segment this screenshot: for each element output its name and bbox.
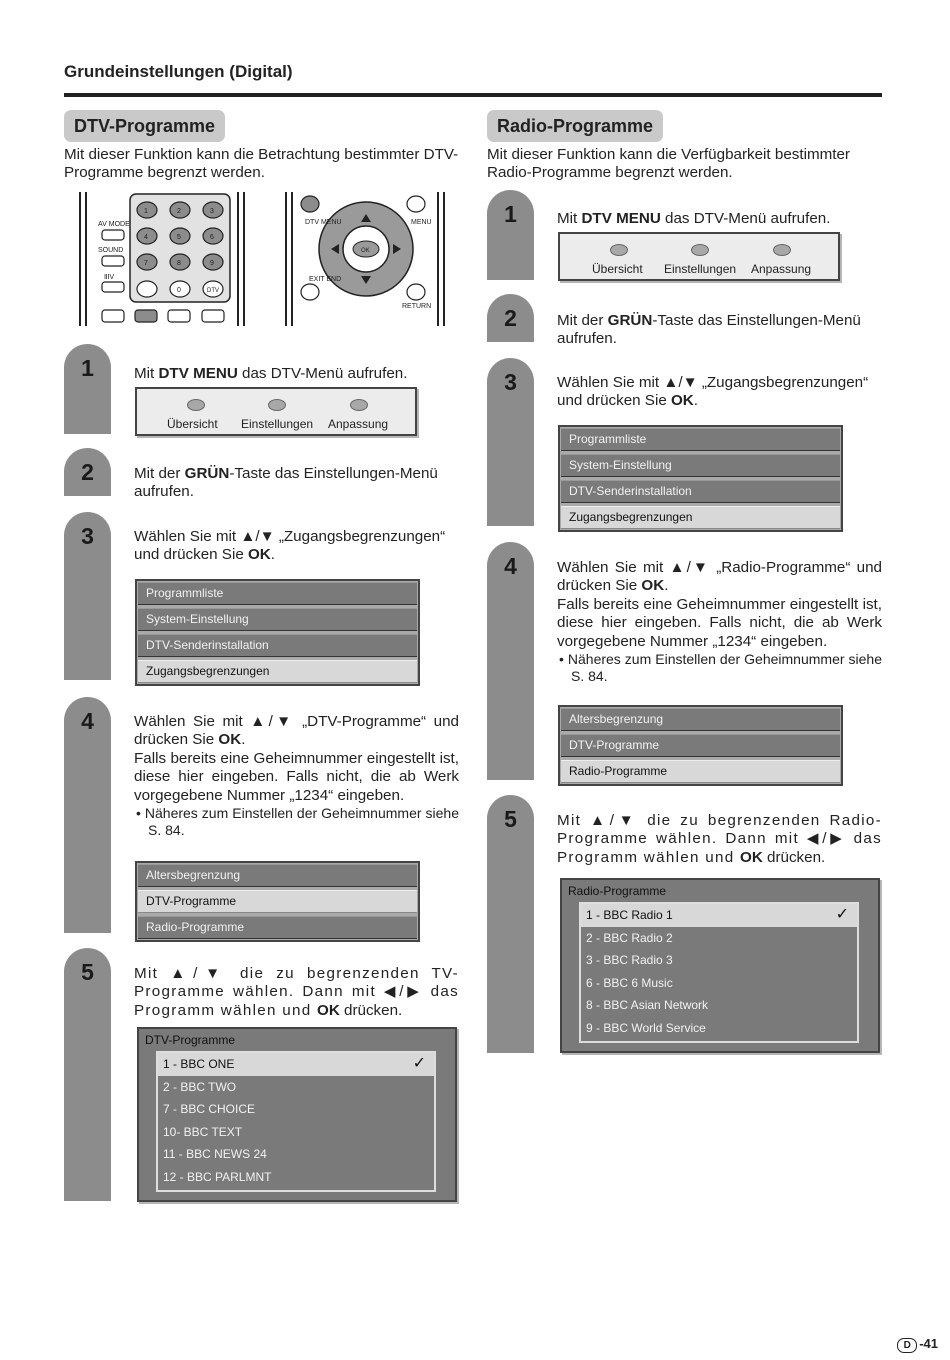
checkmark-icon: ✓	[412, 1055, 426, 1072]
menu-item[interactable]: System-Einstellung	[561, 454, 840, 477]
program-list	[579, 902, 859, 1043]
page-footer: D -41	[897, 1336, 938, 1353]
section-label-radio: Radio-Programme	[487, 110, 663, 142]
step-text: Mit DTV MENU das DTV-Menü aufrufen.	[557, 210, 831, 227]
svg-text:9: 9	[210, 260, 214, 267]
dtv-menu-tabbar	[135, 387, 417, 436]
svg-text:3: 3	[210, 208, 214, 215]
list-item[interactable]: 8 - BBC Asian Network	[586, 998, 709, 1012]
list-item[interactable]: 2 - BBC TWO	[163, 1079, 237, 1094]
page-title: Grundeinstellungen (Digital)	[64, 62, 293, 81]
list-title: DTV-Programme	[145, 1033, 236, 1047]
step-text: Wählen Sie mit ▲/▼ „Zugangsbegrenzungen“ und drücken Sie OK.	[557, 374, 869, 410]
tab-label: Einstellungen	[241, 417, 314, 431]
menu-item[interactable]: Altersbegrenzung	[561, 708, 840, 731]
step-bullet: • Näheres zum Einstellen der Geheimnummer siehe S. 84.	[136, 805, 459, 839]
step-marker: 5	[64, 948, 111, 1201]
step-note: Falls bereits eine Geheimnummer eingestellt ist, diese hier eingeben. Falls nicht, die ab Werk vorgegebene Nummer „1234“ eingeben.	[134, 749, 459, 804]
program-list-panel	[560, 878, 880, 1053]
svg-text:DTV: DTV	[207, 288, 219, 294]
list-item-selected[interactable]: 1 - BBC Radio 1 ✓	[581, 904, 857, 927]
svg-text:SOUND: SOUND	[98, 247, 124, 254]
menu-item-selected[interactable]: Zugangsbegrenzungen	[138, 660, 417, 683]
step-marker: 1	[64, 344, 111, 434]
list-item-selected[interactable]: 1 - BBC ONE ✓	[158, 1053, 434, 1076]
svg-text:8: 8	[177, 260, 181, 267]
step-text: Wählen Sie mit ▲/▼ „Zugangsbegrenzungen“ und drücken Sie OK.	[134, 528, 446, 564]
list-item[interactable]: 3 - BBC Radio 3	[586, 953, 673, 967]
intro-radio: Mit dieser Funktion kann die Verfügbarkeit bestimmter Radio-Programme begrenzt werden.	[487, 146, 850, 181]
menu-item[interactable]: Radio-Programme	[138, 916, 417, 939]
tab-indicator-icon	[610, 244, 628, 256]
svg-text:0: 0	[177, 287, 181, 294]
tab-label: Übersicht	[592, 262, 643, 276]
step-text: Mit ▲/▼ die zu begrenzenden Radio-Programme wählen. Dann mit ◀/▶ das Programm wählen und OK drücken.	[557, 812, 882, 866]
program-list	[156, 1051, 436, 1192]
settings-menu	[135, 579, 420, 686]
tab-label: Einstellungen	[664, 262, 737, 276]
step-marker: 5	[487, 795, 534, 1053]
menu-item[interactable]: DTV-Programme	[561, 734, 840, 757]
menu-item[interactable]: DTV-Senderinstallation	[561, 480, 840, 503]
step-marker: 3	[64, 512, 111, 680]
step-marker: 3	[487, 358, 534, 526]
svg-text:4: 4	[144, 234, 148, 241]
svg-text:ⅡⅠV: ⅡⅠV	[104, 274, 115, 281]
tab-label: Übersicht	[167, 417, 218, 431]
step-marker: 2	[64, 448, 111, 496]
step-marker: 4	[487, 542, 534, 780]
list-item[interactable]: 11 - BBC NEWS 24	[163, 1147, 267, 1161]
menu-item[interactable]: System-Einstellung	[138, 608, 417, 631]
list-item[interactable]: 6 - BBC 6 Music	[586, 975, 673, 990]
menu-item[interactable]: Altersbegrenzung	[138, 864, 417, 887]
dtv-menu-tabbar	[558, 232, 840, 281]
svg-text:EXIT END: EXIT END	[309, 276, 342, 283]
tab-indicator-icon	[268, 399, 286, 411]
step-marker: 4	[64, 697, 111, 933]
step-marker: 2	[487, 294, 534, 342]
svg-text:MENU: MENU	[411, 219, 432, 226]
list-item[interactable]: 9 - BBC World Service	[586, 1020, 706, 1035]
menu-item-selected[interactable]: Radio-Programme	[561, 760, 840, 783]
tab-indicator-icon	[187, 399, 205, 411]
intro-dtv: Mit dieser Funktion kann die Betrachtung bestimmter DTV-Programme begrenzt werden.	[64, 146, 459, 181]
program-list-panel	[137, 1027, 457, 1202]
svg-text:DTV MENU: DTV MENU	[305, 219, 342, 226]
page-number: 41	[923, 1336, 938, 1351]
language-badge: D	[897, 1338, 917, 1353]
menu-item[interactable]: Programmliste	[561, 428, 840, 451]
menu-item[interactable]: DTV-Senderinstallation	[138, 634, 417, 657]
tab-label: Anpassung	[751, 262, 812, 276]
step-text: Mit der GRÜN-Taste das Einstellungen-Menü aufrufen.	[557, 312, 861, 348]
menu-item[interactable]: Programmliste	[138, 582, 417, 605]
remote-control-illustration	[74, 188, 454, 330]
step-text: Mit ▲/▼ die zu begrenzenden TV-Programme wählen. Dann mit ◀/▶ das Programm wählen und OK drücken.	[134, 965, 459, 1019]
svg-text:7: 7	[144, 260, 148, 267]
tab-indicator-icon	[691, 244, 709, 256]
svg-text:OK: OK	[361, 248, 370, 254]
title-rule	[64, 93, 882, 97]
section-label-dtv: DTV-Programme	[64, 110, 225, 142]
access-menu	[135, 861, 420, 942]
step-bullet: • Näheres zum Einstellen der Geheimnummer siehe S. 84.	[559, 651, 882, 685]
checkmark-icon: ✓	[835, 906, 849, 923]
menu-item-selected[interactable]: DTV-Programme	[138, 890, 417, 913]
step-text: Mit der GRÜN-Taste das Einstellungen-Menü aufrufen.	[134, 465, 438, 501]
settings-menu	[558, 425, 843, 532]
svg-text:RETURN: RETURN	[402, 303, 432, 310]
menu-item-selected[interactable]: Zugangsbegrenzungen	[561, 506, 840, 529]
step-note: Falls bereits eine Geheimnummer eingestellt ist, diese hier eingeben. Falls nicht, die ab Werk vorgegebene Nummer „1234“ eingeben.	[557, 595, 882, 650]
tab-label: Anpassung	[328, 417, 389, 431]
list-item[interactable]: 12 - BBC PARLMNT	[163, 1169, 272, 1184]
tab-indicator-icon	[773, 244, 791, 256]
svg-text:6: 6	[210, 234, 214, 241]
svg-text:1: 1	[144, 208, 148, 215]
step-text: Wählen Sie mit ▲/▼ „Radio-Programme“ und drücken Sie OK. Falls bereits eine Geheimnummer eingestellt ist, diese hier eingeben. Falls nicht, die ab Werk vorgegebene Nummer „1234“ eingeben. • Näheres zum Einstellen der Geheimnummer siehe S. 84.	[557, 559, 882, 685]
svg-text:2: 2	[177, 208, 181, 215]
list-item[interactable]: 7 - BBC CHOICE	[163, 1102, 256, 1116]
list-item[interactable]: 10- BBC TEXT	[163, 1124, 243, 1139]
list-item[interactable]: 2 - BBC Radio 2	[586, 930, 673, 945]
list-title: Radio-Programme	[568, 884, 667, 898]
tab-indicator-icon	[350, 399, 368, 411]
access-menu	[558, 705, 843, 786]
svg-text:AV MODE: AV MODE	[98, 221, 130, 228]
step-marker: 1	[487, 190, 534, 280]
svg-text:5: 5	[177, 234, 181, 241]
step-text: Mit DTV MENU das DTV-Menü aufrufen.	[134, 365, 408, 382]
step-text: Wählen Sie mit ▲/▼ „DTV-Programme“ und drücken Sie OK. Falls bereits eine Geheimnummer eingestellt ist, diese hier eingeben. Falls nicht, die ab Werk vorgegebene Nummer „1234“ eingeben. • Näheres zum Einstellen der Geheimnummer siehe S. 84.	[134, 713, 459, 839]
